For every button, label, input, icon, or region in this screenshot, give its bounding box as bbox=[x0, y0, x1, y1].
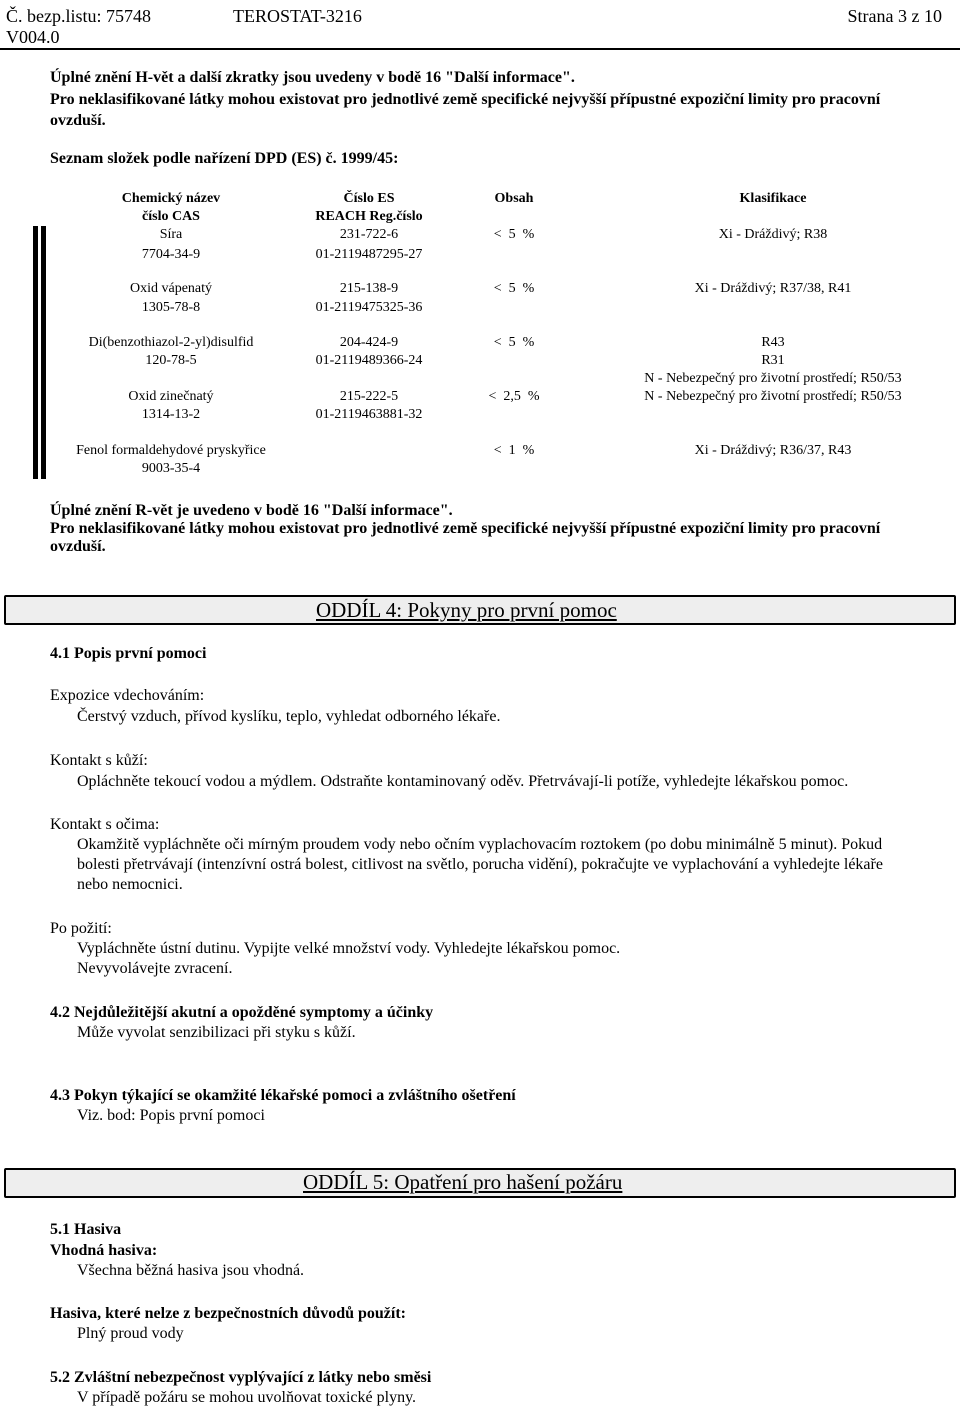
row3-es: 204-424-9 bbox=[339, 335, 399, 350]
row3-classification-1: R43 bbox=[761, 335, 785, 350]
row4-content: < 2,5 % bbox=[488, 389, 540, 404]
table-side-bar-inner bbox=[41, 226, 46, 479]
version: V004.0 bbox=[6, 27, 60, 47]
row5-classification: Xi - Dráždivý; R36/37, R43 bbox=[694, 443, 852, 458]
suitable-text: Všechna běžná hasiva jsou vhodná. bbox=[77, 1262, 305, 1279]
s43-heading: 4.3 Pokyn týkající se okamžité lékařské pomoci a zvláštního ošetření bbox=[50, 1087, 516, 1104]
row2-name: Oxid vápenatý bbox=[129, 281, 213, 296]
unsuitable-text: Plný proud vody bbox=[77, 1325, 184, 1342]
row3-name: Di(benzothiazol-2-yl)disulfid bbox=[88, 335, 254, 350]
row3-cas: 120-78-5 bbox=[145, 353, 197, 368]
row5-content: < 1 % bbox=[493, 443, 535, 458]
s52-text: V případě požáru se mohou uvolňovat toxické plyny. bbox=[77, 1389, 417, 1406]
ingestion-label: Po požití: bbox=[50, 920, 112, 937]
after-table-line3: ovzduší. bbox=[50, 538, 106, 555]
skin-text: Opláchněte tekoucí vodou a mýdlem. Odstraňte kontaminovaný oděv. Přetrvávají-li potíže, vyhledejte lékařskou pomoc. bbox=[77, 773, 849, 790]
row2-content: < 5 % bbox=[493, 281, 535, 296]
skin-label: Kontakt s kůží: bbox=[50, 752, 148, 769]
list-title: Seznam složek podle nařízení DPD (ES) č. 1999/45: bbox=[50, 150, 399, 167]
header-rule bbox=[0, 48, 960, 50]
eye-text-2: bolesti přetrvávají (intenzívní ostrá bolest, citlivost na světlo, porucha vidění), pokračujte ve vyplachování a vyhledejte lékaře bbox=[77, 856, 883, 873]
row4-cas: 1314-13-2 bbox=[141, 407, 201, 422]
row3-classification-3: N - Nebezpečný pro životní prostředí; R50/53 bbox=[644, 371, 902, 386]
row4-name: Oxid zinečnatý bbox=[128, 389, 214, 404]
row4-es: 215-222-5 bbox=[339, 389, 399, 404]
doc-number: Č. bezp.listu: 75748 bbox=[6, 6, 151, 26]
after-table-line2: Pro neklasifikované látky mohou existovat pro jednotlivé země specifické nejvyšší přípustné expoziční limity pro pracovní bbox=[50, 520, 881, 537]
s51-heading: 5.1 Hasiva bbox=[50, 1221, 122, 1238]
ingestion-text-1: Vypláchněte ústní dutinu. Vypijte velké množství vody. Vyhledejte lékařskou pomoc. bbox=[77, 940, 621, 957]
row1-classification: Xi - Dráždivý; R38 bbox=[718, 227, 828, 242]
s42-text: Může vyvolat senzibilizaci při styku s kůží. bbox=[77, 1024, 356, 1041]
table-side-bar-outer bbox=[33, 226, 38, 479]
s43-text: Viz. bod: Popis první pomoci bbox=[77, 1107, 265, 1124]
section5-title: ODDÍL 5: Opatření pro hašení požáru bbox=[303, 1170, 623, 1194]
section4-title: ODDÍL 4: Pokyny pro první pomoc bbox=[316, 598, 617, 622]
s41-heading: 4.1 Popis první pomoci bbox=[50, 645, 207, 662]
col-header-cas: číslo CAS bbox=[142, 209, 200, 224]
row4-classification: N - Nebezpečný pro životní prostředí; R50/53 bbox=[644, 389, 902, 404]
col-header-reach: REACH Reg.číslo bbox=[315, 209, 423, 224]
row1-name: Síra bbox=[159, 227, 183, 242]
row2-es: 215-138-9 bbox=[339, 281, 399, 296]
product-name: TEROSTAT-3216 bbox=[233, 6, 362, 26]
row3-reach: 01-2119489366-24 bbox=[315, 353, 423, 368]
intro-line2: Pro neklasifikované látky mohou existovat pro jednotlivé země specifické nejvyšší přípustné expoziční limity pro pracovní bbox=[50, 91, 881, 108]
row5-name: Fenol formaldehydové pryskyřice bbox=[76, 443, 266, 458]
eye-label: Kontakt s očima: bbox=[50, 816, 160, 833]
intro-line3: ovzduší. bbox=[50, 112, 106, 129]
page-number: Strana 3 z 10 bbox=[847, 6, 942, 26]
row3-classification-2: R31 bbox=[761, 353, 785, 368]
row5-cas: 9003-35-4 bbox=[141, 461, 201, 476]
row1-reach: 01-2119487295-27 bbox=[315, 247, 423, 262]
eye-text-1: Okamžitě vypláchněte oči mírným proudem vody nebo očním vyplachovacím roztokem (po dobu minimálně 5 minut). Pokud bbox=[77, 836, 883, 853]
suitable-label: Vhodná hasiva: bbox=[50, 1242, 158, 1259]
row1-cas: 7704-34-9 bbox=[141, 247, 201, 262]
s42-heading: 4.2 Nejdůležitější akutní a opožděné symptomy a účinky bbox=[50, 1004, 434, 1021]
row2-classification: Xi - Dráždivý; R37/38, R41 bbox=[694, 281, 852, 296]
col-header-es: Číslo ES bbox=[343, 191, 395, 206]
row1-content: < 5 % bbox=[493, 227, 535, 242]
s52-heading: 5.2 Zvláštní nebezpečnost vyplývající z látky nebo směsi bbox=[50, 1369, 432, 1386]
intro-line1: Úplné znění H-vět a další zkratky jsou uvedeny v bodě 16 "Další informace". bbox=[50, 69, 575, 86]
unsuitable-label: Hasiva, které nelze z bezpečnostních důvodů použít: bbox=[50, 1305, 406, 1322]
row3-content: < 5 % bbox=[493, 335, 535, 350]
row1-es: 231-722-6 bbox=[339, 227, 399, 242]
row4-reach: 01-2119463881-32 bbox=[315, 407, 423, 422]
col-header-classification: Klasifikace bbox=[739, 191, 807, 206]
after-table-line1: Úplné znění R-vět je uvedeno v bodě 16 "Další informace". bbox=[50, 502, 453, 519]
eye-text-3: nebo nemocnici. bbox=[77, 876, 183, 893]
inhalation-label: Expozice vdechováním: bbox=[50, 687, 205, 704]
col-header-name: Chemický název bbox=[121, 191, 221, 206]
col-header-content: Obsah bbox=[494, 191, 534, 206]
row2-reach: 01-2119475325-36 bbox=[315, 300, 423, 315]
ingestion-text-2: Nevyvolávejte zvracení. bbox=[77, 960, 233, 977]
inhalation-text: Čerstvý vzduch, přívod kyslíku, teplo, vyhledat odborného lékaře. bbox=[77, 708, 501, 725]
row2-cas: 1305-78-8 bbox=[141, 300, 201, 315]
